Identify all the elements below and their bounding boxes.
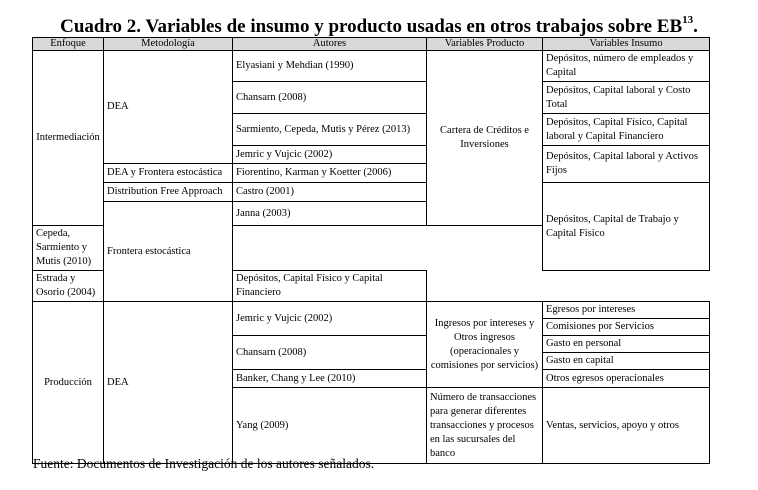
table-row	[33, 183, 710, 202]
metodologia-cell: Distribution Free Approach	[104, 183, 233, 202]
metodologia-cell: Frontera estocástica	[104, 202, 233, 302]
autor-cell: Castro (2001)	[233, 183, 427, 202]
insumo-cell: Gasto en capital	[543, 353, 710, 370]
insumo-cell: Depósitos, Capital laboral y Costo Total	[543, 82, 710, 114]
autor-cell: Yang (2009)	[233, 388, 427, 464]
producto-cell: Ingresos por intereses y Otros ingresos (operacionales y comisiones por servicios)	[427, 302, 543, 388]
autor-cell: Chansarn (2008)	[233, 82, 427, 114]
producto-cell: Cartera de Créditos e Inversiones	[427, 51, 543, 226]
autor-cell: Elyasiani y Mehdian (1990)	[233, 51, 427, 82]
table-title: Cuadro 2. Variables de insumo y producto usadas en otros trabajos sobre EB$^{13}$.	[60, 14, 698, 37]
insumo-cell: Depósitos, Capital Físico y Capital Financiero	[233, 271, 427, 302]
header-variables-insumo: Variables Insumo	[543, 38, 710, 51]
autor-cell: Jemric y Vujcic (2002)	[233, 146, 427, 164]
enfoque-cell: Producción	[33, 302, 104, 464]
autor-cell: Janna (2003)	[233, 202, 427, 226]
table-row	[33, 51, 710, 82]
autor-cell: Cepeda, Sarmiento y Mutis (2010)	[33, 226, 104, 271]
autor-cell: Jemric y Vujcic (2002)	[233, 302, 427, 336]
insumo-cell: Otros egresos operacionales	[543, 370, 710, 388]
autor-cell: Banker, Chang y Lee (2010)	[233, 370, 427, 388]
table-row	[33, 302, 710, 319]
header-autores: Autores	[233, 38, 427, 51]
insumo-cell: Egresos por intereses	[543, 302, 710, 319]
insumo-cell: Depósitos, Capital Físico, Capital laboral y Capital Financiero	[543, 114, 710, 146]
autor-cell: Sarmiento, Cepeda, Mutis y Pérez (2013)	[233, 114, 427, 146]
metodologia-cell: DEA	[104, 51, 233, 164]
title-footnote-ref: 13	[682, 14, 694, 26]
enfoque-cell: Intermediación	[33, 51, 104, 226]
insumo-cell: Ventas, servicios, apoyo y otros	[543, 388, 710, 464]
header-row	[33, 38, 710, 51]
header-metodologia: Metodología	[104, 38, 233, 51]
insumo-cell: Depósitos, número de empleados y Capital	[543, 51, 710, 82]
producto-cell: Número de transacciones para generar diferentes transacciones y procesos en las sucursales del banco	[427, 388, 543, 464]
metodologia-cell: DEA y Frontera estocástica	[104, 164, 233, 183]
source-note: Fuente: Documentos de Investigación de los autores señalados.	[33, 456, 375, 471]
insumo-cell: Depósitos, Capital de Trabajo y Capital Físico	[543, 183, 710, 271]
header-variables-producto: Variables Producto	[427, 38, 543, 51]
insumo-cell: Depósitos, Capital laboral y Activos Fijos	[543, 146, 710, 183]
insumo-cell: Comisiones por Servicios	[543, 319, 710, 336]
variables-table	[32, 37, 710, 464]
header-enfoque: Enfoque	[33, 38, 104, 51]
autor-cell: Estrada y Osorio (2004)	[33, 271, 104, 302]
insumo-cell: Gasto en personal	[543, 336, 710, 353]
autor-cell: Fiorentino, Karman y Koetter (2006)	[233, 164, 427, 183]
autor-cell: Chansarn (2008)	[233, 336, 427, 370]
metodologia-cell: DEA	[104, 302, 233, 464]
